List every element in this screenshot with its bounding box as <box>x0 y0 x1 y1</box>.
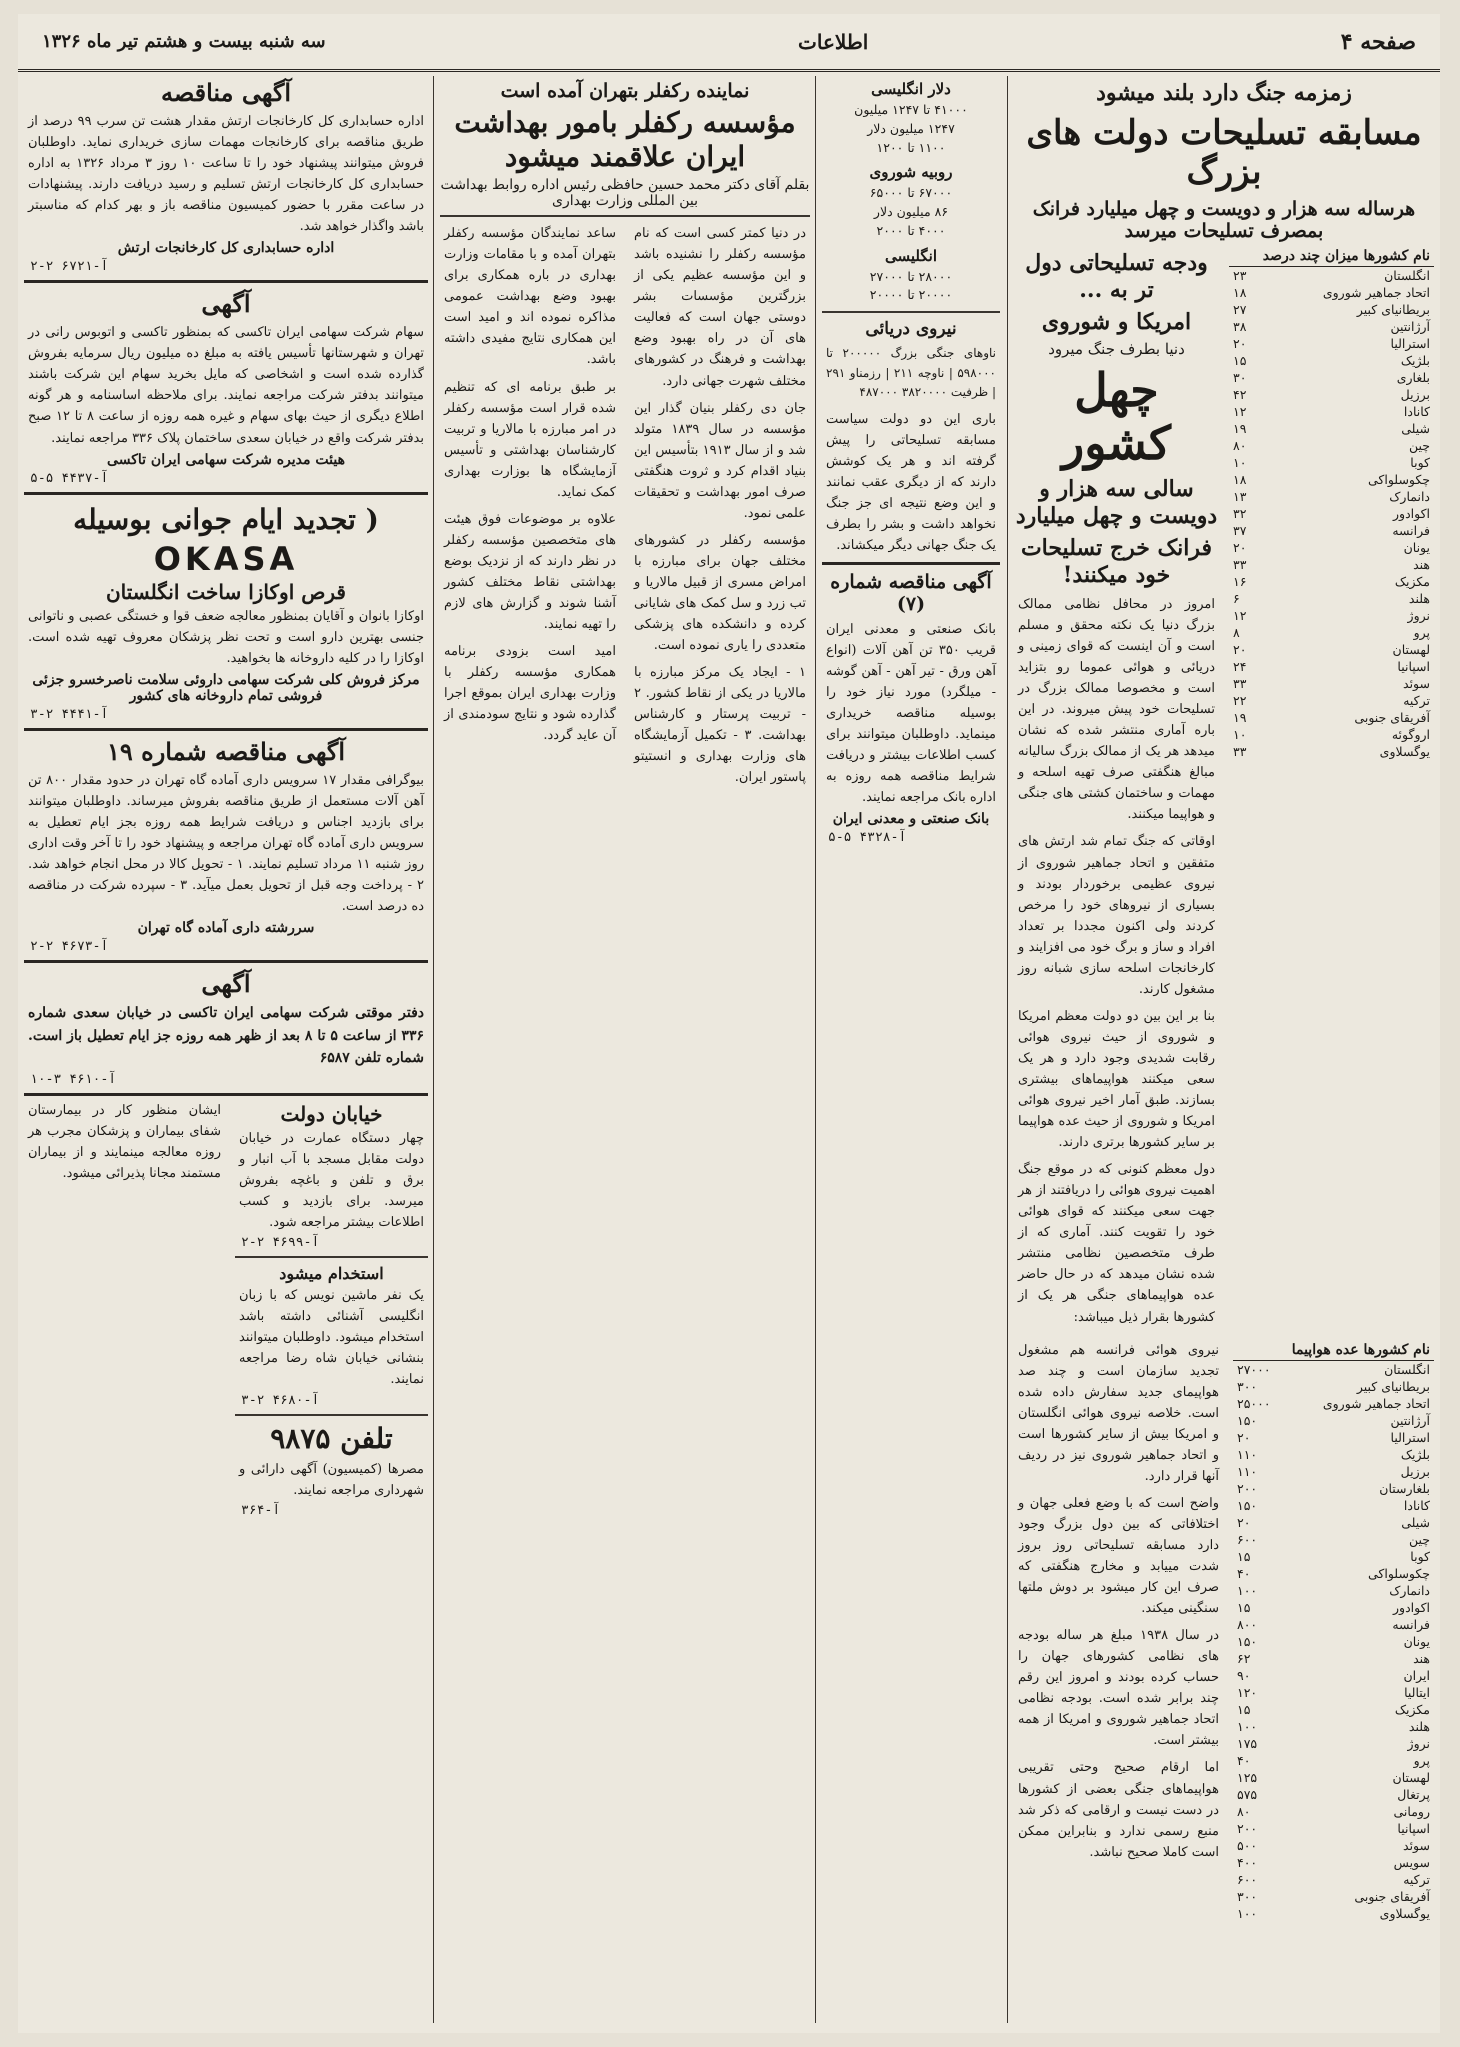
table-row <box>1233 1786 1434 1803</box>
ad-text: چهار دستگاه عمارت در خیابان دولت مقابل مسجد با آب انبار و برق و تلفن و باغچه بفروش میرسد. برای بازدید و کسب اطلاعات بیشتر مراجعه شود. <box>239 1131 424 1231</box>
paper-name: اطلاعات <box>798 29 869 54</box>
paragraph: بر طبق برنامه ای که تنظیم شده قرار است مؤسسه رکفلر در امر مبارزه با مالاریا و تربیت کارشناسان بهداشتی و تأسیس آزمایشگاه ها بوزارت بهداری کمک نماید. <box>444 379 616 500</box>
table-row <box>1233 1820 1434 1837</box>
table-row <box>1229 573 1434 590</box>
country-value: ۵۷۵ <box>1237 1786 1258 1802</box>
paragraph: نیروی هوائی فرانسه هم مشغول تجدید سازمان است و چند صد هواپیمای جدید سفارش داده شده است. خلاصه نیروی هوائی انگلستان و امریکا بیش از سایر کشورها است و اتحاد جماهیر شوروی نیز در ردیف آنها قرار دارد. <box>1018 1342 1219 1484</box>
country-value: ۶۲ <box>1237 1650 1251 1666</box>
article-headline: مؤسسه رکفلر بامور بهداشت ایران علاقمند میشود <box>454 106 796 173</box>
country-name: لهستان <box>1392 641 1430 657</box>
small-ads <box>24 1093 428 1520</box>
table-row <box>1229 403 1434 420</box>
country-name: هلند <box>1408 1718 1430 1734</box>
country-name: ترکیه <box>1403 692 1430 708</box>
country-value: ۸۰ <box>1233 437 1247 453</box>
table-row <box>1233 1582 1434 1599</box>
ad-subtitle: قرص اوکازا ساخت انگلستان <box>105 579 346 604</box>
ad-text: مصرها (کمیسیون) آگهی دارائی و شهرداری مراجعه نمایند. <box>239 1461 424 1498</box>
table-row <box>1233 1360 1434 1378</box>
figure-heading: دلار انگلیسی <box>871 80 951 98</box>
table-row <box>1229 454 1434 471</box>
table-row <box>1229 471 1434 488</box>
country-name: چکوسلواکی <box>1368 471 1430 487</box>
tender-ad-7 <box>822 562 1000 845</box>
country-value: ۱۹ <box>1233 420 1247 436</box>
paragraph: ساعد نمایندگان مؤسسه رکفلر بتهران آمده و با مقامات وزارت بهداری در باره همکاری برای بهبود وضع بهداشت عمومی مذاکره نموده اند و امید است این همکاری نتایج مفیدی داشته باشد. <box>444 226 616 368</box>
country-value: ۵۰۰ <box>1237 1837 1258 1853</box>
article-subhead: ودجه تسلیحاتی دول تر به ... <box>1025 249 1208 304</box>
country-value: ۴۰ <box>1237 1565 1251 1581</box>
ad-code: ۲-۲ ۴۶۷۳-آ <box>30 939 109 955</box>
table-row <box>1229 301 1434 318</box>
ad-code: ۲-۲ ۴۶۹۹-آ <box>241 1235 320 1251</box>
country-value: ۲۰۰ <box>1237 1480 1258 1496</box>
country-value: ۱۰۰ <box>1237 1718 1258 1734</box>
country-value: ۶ <box>1233 590 1240 606</box>
tender-ad <box>24 78 428 274</box>
ad-text: یک نفر ماشین نویس که با زبان انگلیسی آشنائی داشته باشد استخدام میشود. داوطلبان میتوانند بنشانی خیابان شاه رضا مراجعه نمایند. <box>239 1288 424 1388</box>
table-row <box>1229 522 1434 539</box>
ad-title: آگهی <box>201 289 251 319</box>
table-row <box>1233 1412 1434 1429</box>
country-name: پرتغال <box>1397 1786 1430 1802</box>
table-row <box>1229 266 1434 284</box>
country-value: ۲۰ <box>1233 335 1247 351</box>
paragraph: ۱ - ایجاد یک مرکز مبارزه با مالاریا در یکی از نقاط کشور. ۲ - تربیت پرستار و کارشناس بهداشت. ۳ - تکمیل آزمایشگاه های وزارت بهداری و انستیتو پاستور ایران. <box>634 665 806 786</box>
country-name: کانادا <box>1403 403 1430 419</box>
table-row <box>1233 1565 1434 1582</box>
figure-value: ۴۱۰۰۰ تا ۱۲۴۷ میلیون <box>854 102 968 117</box>
table-row <box>1229 624 1434 641</box>
table-row <box>1233 1701 1434 1718</box>
taxi-office-ad <box>24 960 428 1087</box>
article-subhead: دنیا بطرف جنگ میرود <box>1048 340 1185 359</box>
country-value: ۸ <box>1233 624 1240 640</box>
budget-table-header: نام کشورها میزان چند درصد <box>1229 246 1434 267</box>
brand-name: OKASA <box>153 539 299 578</box>
country-name: اسپانیا <box>1397 658 1430 674</box>
country-value: ۱۱۰ <box>1237 1446 1258 1462</box>
table-row <box>1233 1803 1434 1820</box>
table-row <box>1233 1395 1434 1412</box>
ad-code: ۱۰-۳ ۴۶۱۰-آ <box>30 1072 117 1088</box>
country-name: ایتالیا <box>1404 1684 1430 1700</box>
figure-value: ۲۸۰۰۰ تا ۲۷۰۰۰ <box>869 268 953 284</box>
ad-title: استخدام میشود <box>279 1264 384 1284</box>
article-subhead: هرساله سه هزار و دویست و چهل میلیارد فرانک بمصرف تسلیحات میرسد <box>1032 197 1416 242</box>
country-name: هلند <box>1408 590 1430 606</box>
country-name: اتحاد جماهیر شوروی <box>1322 284 1430 300</box>
divider <box>822 311 1000 313</box>
country-value: ۱۵ <box>1237 1701 1251 1717</box>
country-value: ۴۰ <box>1237 1752 1251 1768</box>
country-name: نروژ <box>1407 607 1430 623</box>
table-row <box>1233 1837 1434 1854</box>
country-value: ۳۳ <box>1233 743 1247 759</box>
paragraph: واضح است که با وضع فعلی جهان و اختلافاتی که بین دول بزرگ وجود دارد مسابقه تسلیحاتی روز بروز شدت مییابد و مخارج هنگفتی که صرف این کار میشود بر دوش ملتها سنگینی میکند. <box>1018 1495 1219 1617</box>
table-row <box>1229 369 1434 386</box>
country-value: ۸۰ <box>1237 1803 1251 1819</box>
ad-text: ایشان منظور کار در بیمارستان شفای بیماران و پزشکان مجرب هر روزه معالجه مینمایند و از بیماران مستمند مجانا پذیرائی میشود. <box>28 1103 221 1182</box>
country-name: بلژیک <box>1400 352 1430 368</box>
table-row <box>1233 1718 1434 1735</box>
ad-signature: بانک صنعتی و معدنی ایران <box>832 811 990 828</box>
country-value: ۱۵ <box>1237 1548 1251 1564</box>
figure-heading: انگلیسی <box>884 246 937 265</box>
country-name: یوگسلاوی <box>1379 743 1430 759</box>
country-value: ۴۲ <box>1233 386 1247 402</box>
country-value: ۳۰ <box>1233 369 1247 385</box>
table-row <box>1229 352 1434 369</box>
country-value: ۳۰۰ <box>1237 1888 1258 1904</box>
ad-signature: اداره حسابداری کل کارخانجات ارتش <box>117 240 335 257</box>
country-name: چین <box>1408 437 1430 453</box>
country-name: آرژانتین <box>1390 1412 1430 1428</box>
paragraph: امید است بزودی برنامه همکاری مؤسسه رکفلر با وزارت بهداری ایران بموقع اجرا گذارده شود و نتایج سودمندی از آن عاید گردد. <box>444 644 616 744</box>
country-name: نروژ <box>1407 1735 1430 1751</box>
table-row <box>1229 675 1434 692</box>
paragraph: علاوه بر موضوعات فوق هیئت های متخصصین مؤسسه رکفلر در نظر دارند که از نزدیک بوضع بهداشتی نقاط مختلف کشور آشنا شوند و گزارش های لازم را تهیه نمایند. <box>444 511 616 633</box>
table-row <box>1233 1735 1434 1752</box>
ad-title: ( تجدید ایام جوانی بوسیله <box>73 502 379 536</box>
country-name: اروگوئه <box>1391 726 1430 742</box>
ad-title: آگهی <box>201 969 251 999</box>
country-name: کانادا <box>1403 1497 1430 1513</box>
table-row <box>1233 1599 1434 1616</box>
country-name: آرژانتین <box>1390 318 1430 334</box>
table-row <box>1233 1446 1434 1463</box>
ad-signature: مرکز فروش کلی شرکت سهامی داروئی سلامت ناصرخسرو جزئی فروشی تمام داروخانه های کشور <box>32 671 420 704</box>
aircraft-table <box>1233 1340 1434 1922</box>
country-name: انگلستان <box>1384 1361 1430 1377</box>
ad-text: دفتر موقتی شرکت سهامی ایران تاکسی در خیابان سعدی شماره ۳۳۶ از ساعت ۵ تا ۸ بعد از ظهر همه روزه جز ایام تعطیل باز است. شماره تلفن ۶۵۸۷ <box>28 1005 424 1067</box>
column-rule <box>815 76 816 2023</box>
country-name: بلغاری <box>1396 369 1430 385</box>
country-value: ۱۲ <box>1233 607 1247 623</box>
tender-ad-19 <box>24 728 428 954</box>
country-name: پرو <box>1413 624 1430 640</box>
country-name: سوئد <box>1403 675 1430 691</box>
table-row <box>1233 1378 1434 1395</box>
masthead <box>18 14 1440 72</box>
country-value: ۱۲۵ <box>1237 1769 1258 1785</box>
ad-text: اوکازا بانوان و آقایان بمنظور معالجه ضعف قوا و خستگی عصبی و ناتوانی جنسی بهترین دارو است و تحت نظر پزشکان معروف تهیه شده است. اوکازا را در کلیه داروخانه ها بخواهید. <box>28 608 424 666</box>
country-value: ۲۰ <box>1233 641 1247 657</box>
table-row <box>1233 1684 1434 1701</box>
country-value: ۹۰ <box>1237 1667 1251 1683</box>
country-value: ۱۸ <box>1233 284 1247 300</box>
ad-code: ۲-۲ ۶۷۲۱-آ <box>30 259 109 275</box>
country-name: اکوادور <box>1393 505 1430 521</box>
ad-text: بانک صنعتی و معدنی ایران قریب ۳۵۰ تن آهن آلات (انواع آهن ورق - تیر آهن - آهن گوشه - میلگرد) مورد نیاز خود را بوسیله مناقصه خریداری مینماید. داوطلبان میتوانند برای کسب اطلاعات بیشتر و دریافت شرایط مناقصه همه روزه به اداره بانک مراجعه نمایند. <box>826 621 996 806</box>
country-value: ۱۵۰ <box>1237 1633 1258 1649</box>
table-row <box>1229 437 1434 454</box>
country-value: ۲۳ <box>1233 267 1247 283</box>
country-value: ۱۸ <box>1233 471 1247 487</box>
country-name: چین <box>1408 1531 1430 1547</box>
article-kicker: زمزمه جنگ دارد بلند میشود <box>1096 80 1352 106</box>
ad-title: آگهی مناقصه شماره ۱۹ <box>106 736 346 766</box>
paragraph: جان دی رکفلر بنیان گذار این مؤسسه در سال ۱۸۳۹ متولد شد و از سال ۱۹۱۳ بتأسیس این بنیاد اقدام کرد و ثروت هنگفتی صرف امور بهداشت و تحقیقات علمی نمود. <box>634 400 806 521</box>
article-kicker: نماینده رکفلر بتهران آمده است <box>500 80 750 102</box>
table-row <box>1233 1633 1434 1650</box>
article-big-headline: چهل کشور <box>1062 363 1171 471</box>
ad-text: بیوگرافی مقدار ۱۷ سرویس داری آماده گاه تهران در حدود مقدار ۸۰۰ تن آهن آلات مستعمل از طریق مناقصه بفروش میرساند. داوطلبان میتوانند برای بازدید اجناس و دریافت شرایط همه روزه بجز ایام تعطیل به سرویس داری آماده گاه تهران مراجعه و پیشنهاد خود را تا آخر وقت اداری روز شنبه ۱۱ مرداد تسلیم نمایند. ۱ - تحویل کالا در محل انجام خواهد شد. ۲ - پرداخت وجه قبل از تحویل بعمل میآید. ۳ - سپرده شرکت در مناقصه ده درصد است. <box>28 772 425 914</box>
table-row <box>1233 1769 1434 1786</box>
country-name: سویس <box>1393 1854 1430 1870</box>
country-value: ۸۰۰ <box>1237 1616 1258 1632</box>
figure-value: ۴۰۰۰ تا ۲۰۰۰ <box>876 222 946 238</box>
country-value: ۲۲ <box>1233 692 1247 708</box>
table-row <box>1229 318 1434 335</box>
figure-value: ۸۶ میلیون دلار <box>873 204 949 219</box>
country-name: شیلی <box>1401 420 1430 436</box>
country-name: فرانسه <box>1392 522 1430 538</box>
divider <box>440 215 810 217</box>
table-row <box>1229 539 1434 556</box>
country-name: بریطانیای کبیر <box>1356 301 1430 317</box>
table-row <box>1233 1667 1434 1684</box>
article-continuation <box>822 76 1000 2023</box>
table-row <box>1233 1854 1434 1871</box>
budget-figures <box>826 80 996 305</box>
table-row <box>1229 607 1434 624</box>
ad-code: ۳-۲ ۴۴۴۱-آ <box>30 706 109 722</box>
country-name: استرالیا <box>1390 335 1430 351</box>
phone-ad-title: تلفن ۹۸۷۵ <box>270 1421 393 1455</box>
divider <box>235 1256 428 1258</box>
ad-code: ۵-۵ ۴۳۲۸-آ <box>828 830 907 846</box>
country-value: ۱۰ <box>1233 726 1247 742</box>
paragraph: امروز در محافل نظامی ممالک بزرگ دنیا یک نکته محقق و مسلم است و آن اینست که قوای زمینی و دریائی و هوائی عموما رو بتزاید است و مخصوصا ممالک بزرگ در تسلیحات خود پیش میروند. در این باره آماری منتشر شده که نشان میدهد هر یک از ممالک بزرگ سالیانه مبالغ هنگفتی صرف تهیه اسلحه و مهمات و ساختمان کشتی های جنگی و هواپیما میکنند. <box>1018 596 1215 823</box>
table-row <box>1233 1480 1434 1497</box>
table-row <box>1229 386 1434 403</box>
table-row <box>1233 1752 1434 1769</box>
article-headline: مسابقه تسلیحات دولت های بزرگ <box>1026 112 1422 192</box>
country-value: ۱۰۰ <box>1237 1582 1258 1598</box>
country-value: ۱۲ <box>1233 403 1247 419</box>
country-name: اتحاد جماهیر شوروی <box>1322 1395 1430 1411</box>
country-value: ۲۷ <box>1233 301 1247 317</box>
ad-text: اداره حسابداری کل کارخانجات ارتش مقدار هشت تن سرب ۹۹ درصد از طریق مناقصه برای کارخانجات مهمات سازی خریداری نماید. داوطلبان فروش میتوانند پیشنهاد خود را تا ساعت ۱۰ روز ۳ مرداد ۱۳۲۶ به اداره حسابداری کل کارخانجات ارتش تسلیم و رسید دریافت دارند. پیشنهادات در ساعت مقرر با حضور کمیسیون مناقصه باز و بهر کدام که مناسبتر باشد واگذار خواهد شد. <box>28 114 424 235</box>
figure-value: ۱۱۰۰ تا ۱۲۰۰ <box>876 139 946 155</box>
figure-value: ۱۲۴۷ میلیون دلار <box>867 120 955 136</box>
column-rule <box>1007 76 1008 2023</box>
country-value: ۳۳ <box>1233 556 1247 572</box>
country-value: ۱۰ <box>1233 454 1247 470</box>
country-name: مکزیک <box>1394 573 1430 589</box>
figure-heading: روبیه شوروی <box>869 163 953 182</box>
paragraph: مؤسسه رکفلر در کشورهای مختلف جهان برای مبارزه با امراض مسری از قبیل مالاریا و تب زرد و سل کمک های شایانی کرده و دانشکده های پزشکی متعددی را یاری نموده است. <box>634 532 806 654</box>
table-row <box>1233 1497 1434 1514</box>
table-row <box>1229 335 1434 352</box>
classified-ads <box>24 76 428 2023</box>
table-row <box>1229 692 1434 709</box>
paragraph: در سال ۱۹۳۸ مبلغ هر ساله بودجه های نظامی کشورهای جهان را حساب کرده بودند و امروز این رقم چند برابر شده است. بودجه نظامی اتحاد جماهیر شوروی و امریکا از همه بیشتر است. <box>1018 1628 1219 1749</box>
country-value: ۱۵ <box>1233 352 1247 368</box>
ad-title: آگهی مناقصه <box>160 78 292 107</box>
country-value: ۱۷۵ <box>1237 1735 1258 1751</box>
country-name: فرانسه <box>1392 1616 1430 1632</box>
country-name: لهستان <box>1392 1769 1430 1785</box>
country-value: ۲۴ <box>1233 658 1247 674</box>
country-value: ۱۵۰ <box>1237 1412 1258 1428</box>
table-row <box>1229 420 1434 437</box>
navy-heading: نیروی دریائی <box>865 319 957 339</box>
aircraft-table-header: نام کشورها عده هواپیما <box>1233 1340 1434 1361</box>
country-value: ۲۰۰ <box>1237 1820 1258 1836</box>
figure-value: ۲۰۰۰۰ تا ۲۰۰۰۰ <box>869 287 953 303</box>
paragraph: باری این دو دولت سیاست مسابقه تسلیحاتی را پیش گرفته اند و هر یک کوشش دارند که از دیگری عقب نمانند و این وضع نتیجه ای جز جنگ نخواهد داشت و بشر را بطرف یک جنگ جهانی دیگر میکشاند. <box>826 411 996 553</box>
article-subhead: فرانک خرج تسلیحات خود میکنند! <box>1020 534 1213 589</box>
ad-signature: سررشته داری آماده گاه تهران <box>137 920 315 937</box>
ad-code: ۳-۲ ۴۶۸۰-آ <box>241 1392 320 1408</box>
page-number: صفحه ۴ <box>1340 28 1416 55</box>
country-name: چکوسلواکی <box>1368 1565 1430 1581</box>
table-row <box>1233 1514 1434 1531</box>
ad-signature: هیئت مدیره شرکت سهامی ایران تاکسی <box>107 451 345 468</box>
country-value: ۱۹ <box>1233 709 1247 725</box>
article-subhead: امریکا و شوروی <box>1041 308 1192 335</box>
country-name: مکزیک <box>1394 1701 1430 1717</box>
table-row <box>1229 641 1434 658</box>
navy-text: ناوهای جنگی بزرگ ۲۰۰۰۰۰ تا ۵۹۸۰۰۰ | ناوچه ۲۱۱ | رزمناو ۲۹۱ | ظرفیت ۳۸۲۰۰۰۰ ۴۸۷۰۰۰ <box>826 346 996 400</box>
country-value: ۱۲۰ <box>1237 1684 1258 1700</box>
country-name: استرالیا <box>1390 1429 1430 1445</box>
figure-value: ۶۷۰۰۰ تا ۶۵۰۰۰ <box>869 185 953 201</box>
table-row <box>1229 284 1434 301</box>
country-name: یوگسلاوی <box>1379 1905 1430 1921</box>
country-value: ۱۱۰ <box>1237 1463 1258 1479</box>
paragraph: در دنیا کمتر کسی است که نام مؤسسه رکفلر را نشنیده باشد و این مؤسسه عظیم یکی از بزرگترین مؤسسات بشر دوستی جهان است که فعالیت های آن در راه بهبود وضع بهداشت و فرهنگ در کشورهای مختلف شهرت جهانی دارد. <box>634 226 806 389</box>
country-value: ۳۳ <box>1233 675 1247 691</box>
country-name: بلغارستان <box>1379 1480 1430 1496</box>
country-name: اکوادور <box>1393 1599 1430 1615</box>
table-row <box>1233 1616 1434 1633</box>
country-name: شیلی <box>1401 1514 1430 1530</box>
table-row <box>1233 1650 1434 1667</box>
issue-date: سه شنبه بیست و هشتم تیر ماه ۱۳۲۶ <box>42 31 326 52</box>
country-value: ۲۰ <box>1233 539 1247 555</box>
country-name: رومانی <box>1393 1803 1430 1819</box>
country-name: کوبا <box>1410 454 1430 470</box>
table-row <box>1229 590 1434 607</box>
taxi-shares-ad <box>24 280 428 485</box>
table-row <box>1229 743 1434 760</box>
ad-title: خیابان دولت <box>280 1102 383 1127</box>
country-name: انگلستان <box>1384 267 1430 283</box>
table-row <box>1233 1531 1434 1548</box>
country-name: هند <box>1413 1650 1430 1666</box>
country-value: ۱۰۰ <box>1237 1905 1258 1921</box>
country-value: ۳۷ <box>1233 522 1247 538</box>
table-row <box>1229 488 1434 505</box>
paragraph: اما ارقام صحیح وحتی تقریبی هواپیماهای جنگی بعضی از کشورها در دست نیست و ارقامی که ذکر شد منبع رسمی ندارد و بنابراین ممکن است کاملا صحیح نباشد. <box>1018 1760 1219 1860</box>
table-row <box>1229 505 1434 522</box>
country-name: دانمارک <box>1389 1582 1430 1598</box>
country-value: ۲۷۰۰۰ <box>1237 1361 1271 1377</box>
country-name: بلژیک <box>1400 1446 1430 1462</box>
country-value: ۳۰۰ <box>1237 1378 1258 1394</box>
paragraph: اوقاتی که جنگ تمام شد ارتش های متفقین و اتحاد جماهیر شوروی از نیروی عظیمی برخوردار بودند و بسیاری از نیروهای خود را مرخص کردند ولی اکنون مجددا بر تعداد افراد و ساز و برگ خود می افزایند و کارخانجات اسلحه سازی شبانه روز مشغول کارند. <box>1018 834 1215 997</box>
table-row <box>1233 1905 1434 1922</box>
ad-text: سهام شرکت سهامی ایران تاکسی که بمنظور تاکسی و اتوبوس رانی در تهران و شهرستانها تأسیس یافته به مبلغ ده میلیون ریال سرمایه بفروش گذارده شده است و اشخاصی که مایل بخرید سهام این شرکت باشند میتوانند بدفتر شرکت مراجعه نمایند. برای ملاحظه اساسنامه و هر گونه اطلاع دیگری از حیث بهای سهام و غیره همه روزه از ساعت ۸ تا ۱۲ صبح بدفتر شرکت واقع در خیابان سعدی ساختمان پلاک ۳۳۶ مراجعه نمایند. <box>28 325 425 446</box>
table-row <box>1229 658 1434 675</box>
table-row <box>1229 726 1434 743</box>
article-arms-race <box>1014 76 1434 2023</box>
okasa-ad <box>24 492 428 722</box>
table-row <box>1233 1548 1434 1565</box>
country-name: برزیل <box>1400 386 1430 402</box>
country-value: ۲۰ <box>1237 1429 1251 1445</box>
country-value: ۴۰۰ <box>1237 1854 1258 1870</box>
country-name: برزیل <box>1400 1463 1430 1479</box>
table-row <box>1229 709 1434 726</box>
ad-code: ۵-۵ ۴۴۳۷-آ <box>30 470 109 486</box>
ad-title: آگهی مناقصه شماره (۷) <box>830 570 992 615</box>
column-rule <box>433 76 434 2023</box>
table-row <box>1233 1888 1434 1905</box>
country-name: دانمارک <box>1389 488 1430 504</box>
table-row <box>1233 1871 1434 1888</box>
country-name: کوبا <box>1410 1548 1430 1564</box>
country-value: ۱۶ <box>1233 573 1247 589</box>
country-name: بریطانیای کبیر <box>1356 1378 1430 1394</box>
country-value: ۶۰۰ <box>1237 1531 1258 1547</box>
budget-table <box>1229 246 1434 760</box>
country-value: ۲۰ <box>1237 1514 1251 1530</box>
divider <box>235 1414 428 1416</box>
country-name: آفریقای جنوبی <box>1354 1888 1430 1904</box>
country-name: پرو <box>1413 1752 1430 1768</box>
country-name: یونان <box>1403 539 1430 555</box>
newspaper-page <box>18 14 1440 2033</box>
paragraph: دول معظم کنونی که در موقع جنگ اهمیت نیروی هوائی را دریافتند از هر جهت سعی میکنند که قوای هوائی خود را تقویت کنند. آماری که از طرف متخصصین نظامی منتشر شده نشان میدهد که در حال حاضر عده هواپیماهای جنگی هر یک از کشورها بقرار ذیل میباشد: <box>1018 1162 1215 1325</box>
country-name: اسپانیا <box>1397 1820 1430 1836</box>
country-name: هند <box>1413 556 1430 572</box>
article-subhead: سالی سه هزار و دویست و چهل میلیارد <box>1015 475 1218 530</box>
country-name: آفریقای جنوبی <box>1354 709 1430 725</box>
country-value: ۱۳ <box>1233 488 1247 504</box>
article-byline: بقلم آقای دکتر محمد حسین حافظی رئیس اداره روابط بهداشت بین المللی وزارت بهداری <box>440 177 810 210</box>
country-value: ۳۲ <box>1233 505 1247 521</box>
country-value: ۲۵۰۰۰ <box>1237 1395 1271 1411</box>
country-name: ترکیه <box>1403 1871 1430 1887</box>
table-row <box>1229 556 1434 573</box>
table-row <box>1233 1429 1434 1446</box>
country-value: ۳۸ <box>1233 318 1247 334</box>
ad-code: ۳۶۴-آ <box>241 1502 281 1518</box>
country-name: سوئد <box>1403 1837 1430 1853</box>
country-value: ۱۵ <box>1237 1599 1251 1615</box>
country-value: ۶۰۰ <box>1237 1871 1258 1887</box>
paragraph: بنا بر این بین دو دولت معظم امریکا و شوروی از حیث نیروی هوائی رقابت شدیدی وجود دارد و هر یک سعی میکنند هواپیماهای بیشتری بسازند. طبق آمار اخیر نیروی هوائی امریکا و شوروی از حیث عده هواپیما بر سایر کشورها برتری دارند. <box>1018 1008 1215 1151</box>
country-value: ۱۵۰ <box>1237 1497 1258 1513</box>
article-rockefeller <box>440 76 810 2023</box>
country-name: یونان <box>1403 1633 1430 1649</box>
table-row <box>1233 1463 1434 1480</box>
country-name: ایران <box>1403 1667 1430 1683</box>
